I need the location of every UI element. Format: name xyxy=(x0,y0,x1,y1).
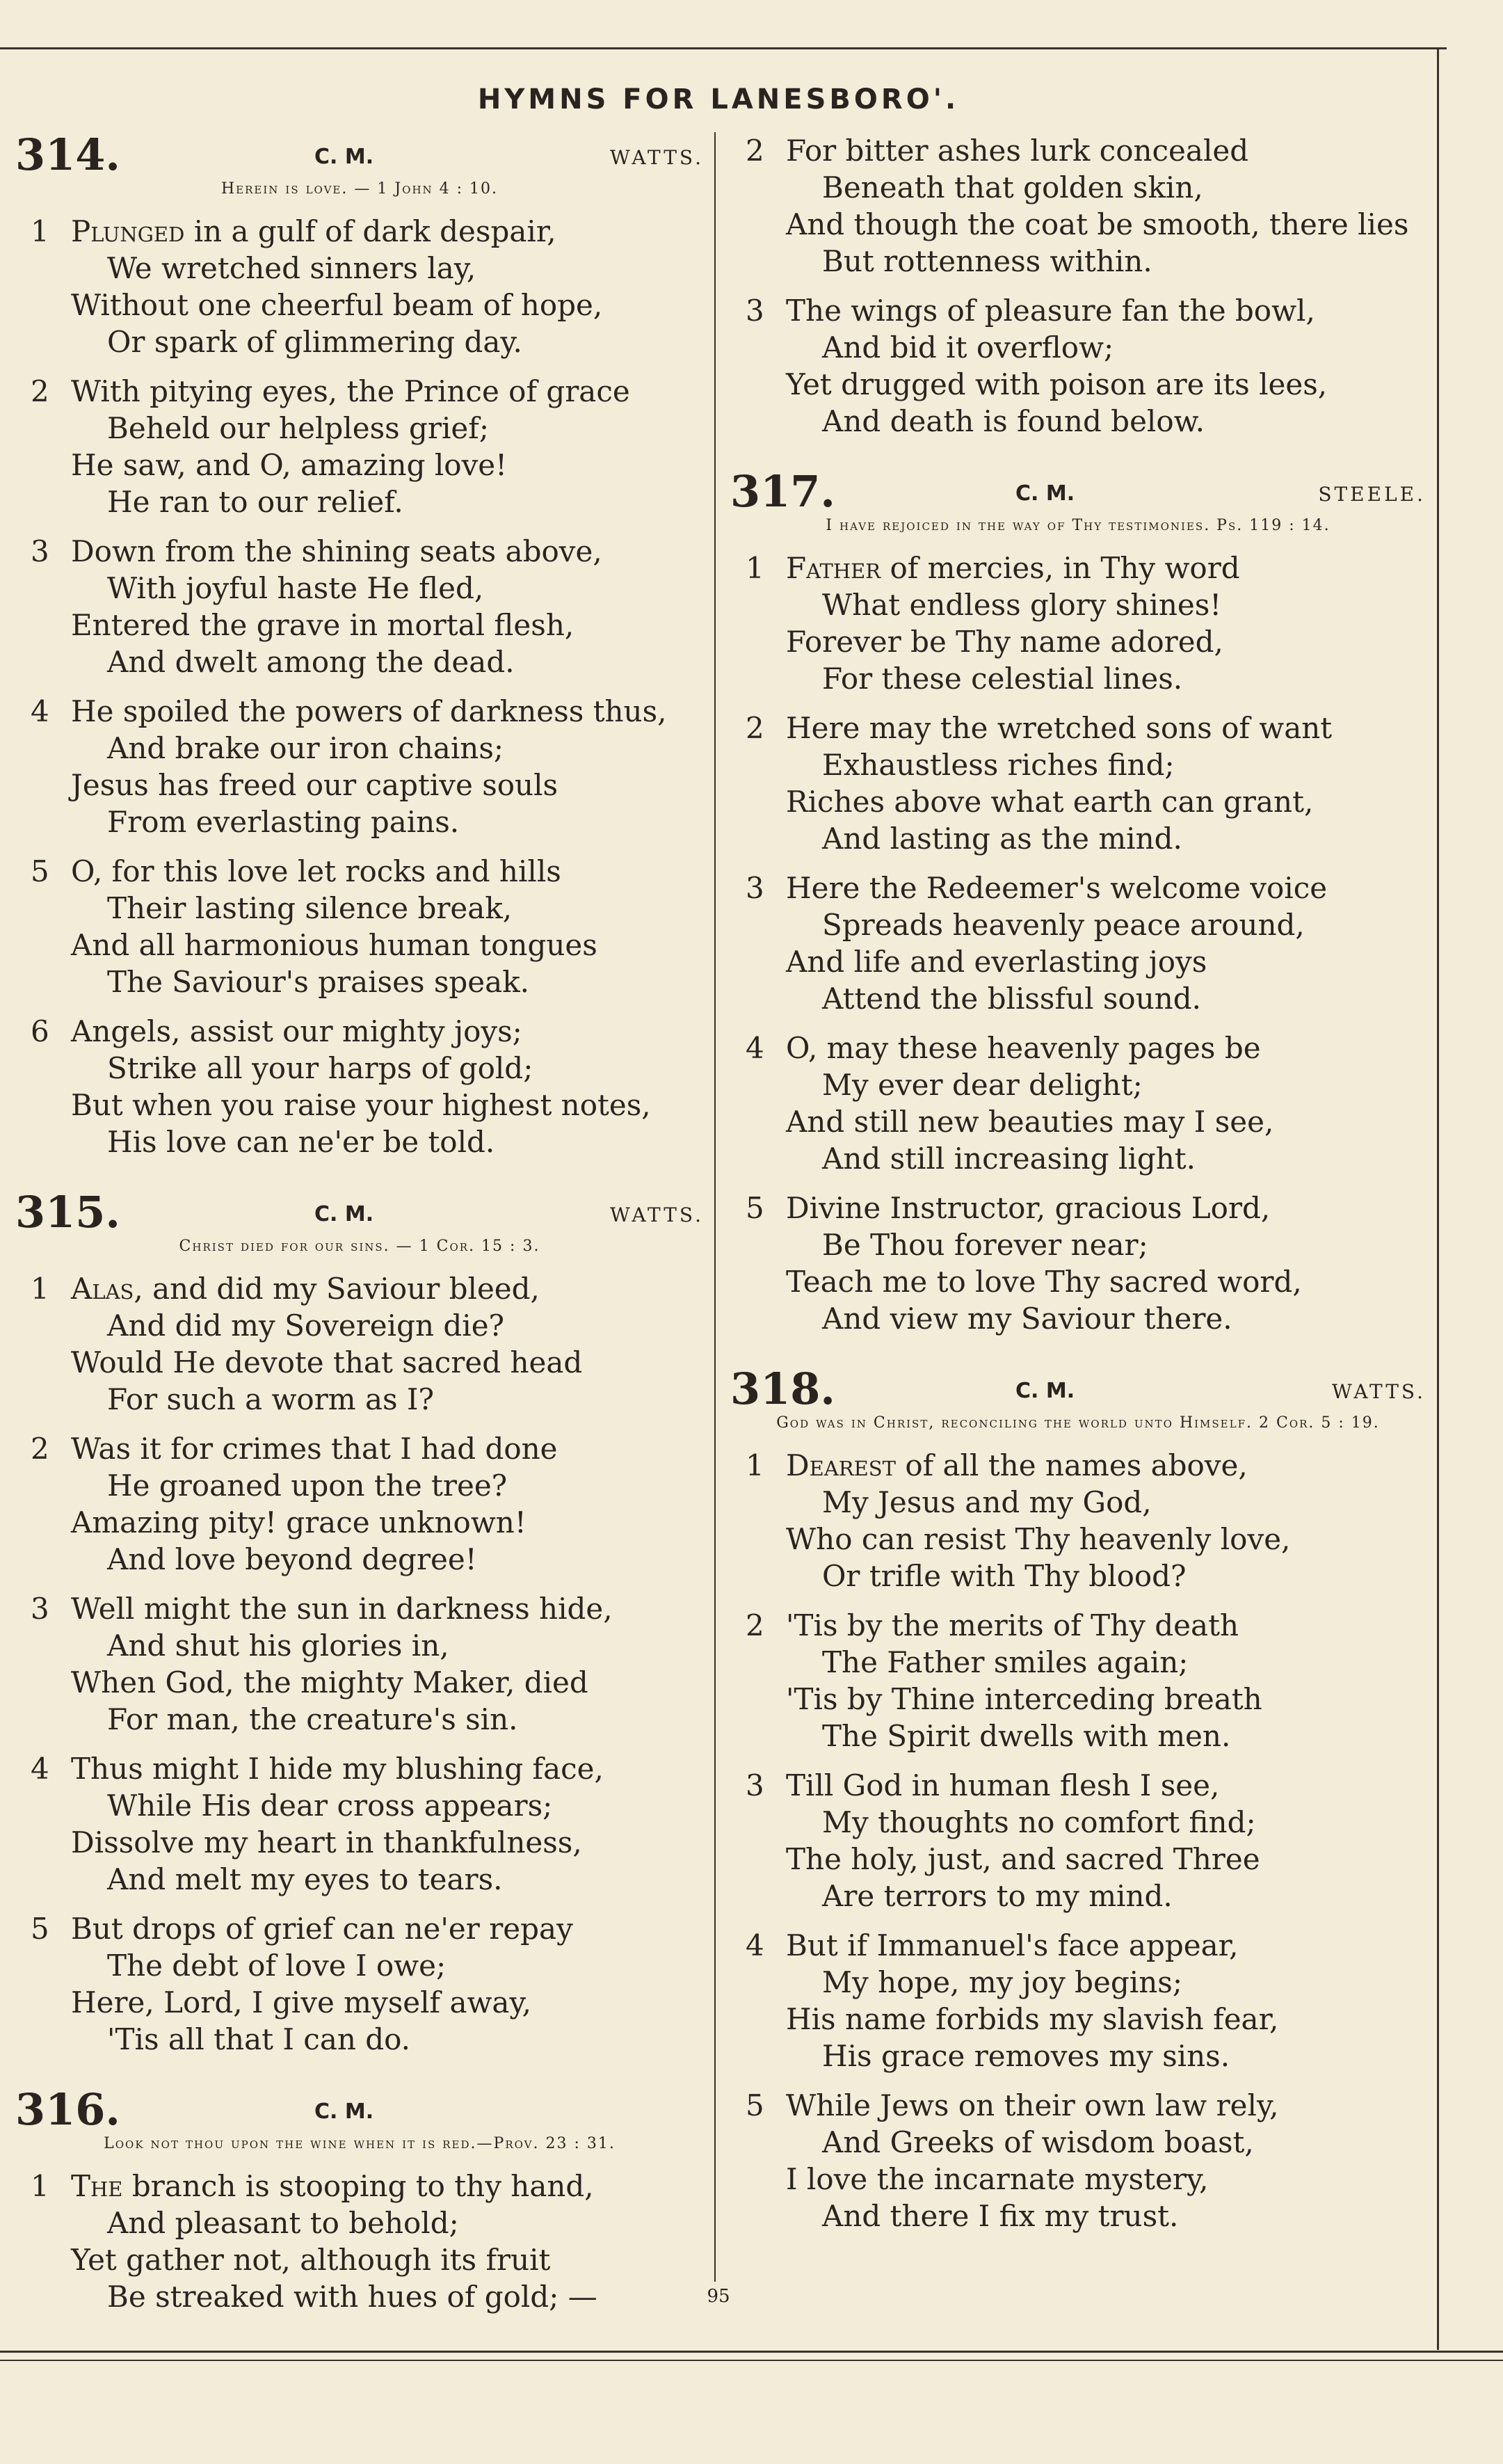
stanza xyxy=(15,1270,704,1418)
verse-line: 5 But drops of grief can ne'er repay xyxy=(31,1912,573,1946)
stanza xyxy=(15,693,704,840)
hymn-author: STEELE. xyxy=(1318,483,1426,506)
verse-line: The holy, just, and sacred Three xyxy=(786,1842,1260,1876)
stanza-number: 3 xyxy=(31,1592,49,1626)
stanza xyxy=(730,1607,1426,1754)
verse-line: We wretched sinners lay, xyxy=(107,251,476,285)
stanza xyxy=(730,710,1426,857)
stanza-number: 3 xyxy=(746,871,764,905)
verse-line: Would He devote that sacred head xyxy=(71,1345,583,1379)
hymn xyxy=(15,2084,704,2315)
hymn-meter: C. M. xyxy=(314,1202,374,1226)
verse-line: 5 Divine Instructor, gracious Lord, xyxy=(746,1191,1271,1225)
scripture-text: Herein is love. — 1 John 4 : 10. xyxy=(220,180,499,198)
page-number: 95 xyxy=(707,2286,730,2307)
verse-line: And lasting as the mind. xyxy=(822,822,1182,856)
stanza xyxy=(730,292,1426,440)
stanza-number: 6 xyxy=(31,1014,49,1048)
verse-line: 1 Plunged in a gulf of dark despair, xyxy=(31,214,556,248)
verse-line: 1 The branch is stooping to thy hand, xyxy=(31,2169,594,2203)
verse-line: 6 Angels, assist our mighty joys; xyxy=(31,1014,522,1048)
hymn-meter: C. M. xyxy=(1015,1379,1075,1403)
stanza-number: 4 xyxy=(746,1031,764,1065)
verse-line: 3 The wings of pleasure fan the bowl, xyxy=(746,294,1315,328)
verse-line: And love beyond degree! xyxy=(107,1542,477,1576)
hymn-author: WATTS. xyxy=(1331,1380,1426,1403)
hymn xyxy=(730,466,1426,1337)
stanza-number: 4 xyxy=(746,1928,764,1962)
verse-line: Are terrors to my mind. xyxy=(822,1879,1173,1913)
running-head: HYMNS FOR LANESBORO'. xyxy=(477,83,960,115)
stanza xyxy=(15,1590,704,1738)
stanza xyxy=(15,533,704,680)
stanza xyxy=(730,1030,1426,1177)
stanza xyxy=(15,1750,704,1898)
stanza-number: 3 xyxy=(746,1768,764,1802)
first-word: The xyxy=(71,2169,123,2203)
hymn-number: 317. xyxy=(730,466,836,517)
stanza-number: 5 xyxy=(746,1191,764,1225)
frame-bottom-rule xyxy=(0,2351,1503,2353)
verse-line: Their lasting silence break, xyxy=(107,891,513,925)
hymn-number: 314. xyxy=(15,129,121,180)
first-word: Dearest xyxy=(786,1448,896,1482)
hymn-header xyxy=(15,129,704,180)
stanza-number: 2 xyxy=(746,711,764,745)
scripture-text: Look not thou upon the wine when it is red.—Prov. 23 : 31. xyxy=(104,2135,616,2152)
verse-line: And still new beauties may I see, xyxy=(786,1105,1274,1139)
verse-line: He groaned upon the tree? xyxy=(107,1469,508,1503)
verse-line: 'Tis all that I can do. xyxy=(107,2022,411,2056)
verse-line: For such a worm as I? xyxy=(107,1382,435,1416)
right-column xyxy=(730,132,1426,2264)
hymn xyxy=(730,132,1426,440)
stanza-number: 1 xyxy=(31,214,49,248)
verse-line: Amazing pity! grace unknown! xyxy=(71,1505,527,1539)
hymn-header xyxy=(730,466,1426,517)
verse-line: 2 With pitying eyes, the Prince of grace xyxy=(31,374,630,408)
verse-line: Dissolve my heart in thankfulness, xyxy=(71,1825,582,1859)
verse-line: From everlasting pains. xyxy=(107,805,460,839)
verse-line: The Father smiles again; xyxy=(822,1645,1189,1679)
verse-line: Or trifle with Thy blood? xyxy=(822,1559,1187,1593)
verse-line: For these celestial lines. xyxy=(822,662,1183,696)
verse-line: 2 Here may the wretched sons of want xyxy=(746,711,1333,745)
stanza xyxy=(15,853,704,1000)
verse-line: 3 Down from the shining seats above, xyxy=(31,534,602,568)
verse-line: My ever dear delight; xyxy=(822,1068,1143,1102)
verse-line: His name forbids my slavish fear, xyxy=(786,2002,1279,2036)
column-divider xyxy=(714,132,716,2282)
verse-line: 5 O, for this love let rocks and hills xyxy=(31,854,561,888)
verse-line: And brake our iron chains; xyxy=(107,731,504,765)
frame-bottom-rule-inner xyxy=(0,2360,1503,2361)
verse-line: Beneath that golden skin, xyxy=(822,170,1203,205)
verse-line: Without one cheerful beam of hope, xyxy=(71,288,603,322)
verse-line: My hope, my joy begins; xyxy=(822,1965,1182,1999)
verse-line: Who can resist Thy heavenly love, xyxy=(786,1522,1291,1556)
verse-line: 4 O, may these heavenly pages be xyxy=(746,1031,1261,1065)
verse-line: And did my Sovereign die? xyxy=(107,1309,505,1343)
verse-line: He saw, and O, amazing love! xyxy=(71,448,508,482)
verse-line: Or spark of glimmering day. xyxy=(107,325,522,359)
verse-line: And view my Saviour there. xyxy=(822,1302,1232,1336)
stanza-number: 3 xyxy=(31,534,49,568)
verse-line: Riches above what earth can grant, xyxy=(786,785,1314,819)
verse-line: And there I fix my trust. xyxy=(822,2199,1179,2233)
verse-line: Exhaustless riches find; xyxy=(822,748,1175,782)
stanza xyxy=(730,1927,1426,2074)
verse-line: Beheld our helpless grief; xyxy=(107,411,489,445)
verse-line: What endless glory shines! xyxy=(822,588,1222,622)
verse-line: 4 But if Immanuel's face appear, xyxy=(746,1928,1239,1962)
hymn-author: WATTS. xyxy=(609,146,704,169)
stanza xyxy=(15,1013,704,1160)
verse-line: Jesus has freed our captive souls xyxy=(71,768,558,802)
stanza xyxy=(730,2087,1426,2234)
verse-line: 4 He spoiled the powers of darkness thus, xyxy=(31,694,667,728)
hymn-header xyxy=(730,1363,1426,1414)
hymn-meter: C. M. xyxy=(314,145,374,169)
verse-line: Here, Lord, I give myself away, xyxy=(71,1985,531,2019)
verse-line: And still increasing light. xyxy=(822,1142,1196,1176)
verse-line: 4 Thus might I hide my blushing face, xyxy=(31,1752,604,1786)
verse-line: Be Thou forever near; xyxy=(822,1228,1148,1262)
verse-line: With joyful haste He fled, xyxy=(107,571,484,605)
verse-line: And bid it overflow; xyxy=(822,330,1114,365)
verse-line: Yet gather not, although its fruit xyxy=(71,2243,551,2277)
verse-line: And all harmonious human tongues xyxy=(71,928,597,962)
stanza-number: 1 xyxy=(746,1448,764,1482)
verse-line: 3 Till God in human flesh I see, xyxy=(746,1768,1220,1802)
verse-line: My Jesus and my God, xyxy=(822,1485,1152,1519)
scripture-text: God was in Christ, reconciling the world unto Himself. 2 Cor. 5 : 19. xyxy=(776,1414,1380,1432)
verse-line: And death is found below. xyxy=(822,404,1205,438)
hymn-number: 316. xyxy=(15,2084,121,2135)
verse-line: 1 Father of mercies, in Thy word xyxy=(746,551,1240,585)
stanza-number: 2 xyxy=(746,1608,764,1642)
verse-line: For man, the creature's sin. xyxy=(107,1702,518,1736)
verse-line: 1 Alas, and did my Saviour bleed, xyxy=(31,1272,540,1306)
frame-right-rule xyxy=(1437,47,1439,2350)
verse-line: The Spirit dwells with men. xyxy=(822,1719,1231,1753)
verse-line: Spreads heavenly peace around, xyxy=(822,908,1305,942)
verse-line: And pleasant to behold; xyxy=(107,2206,459,2240)
stanza xyxy=(730,550,1426,697)
verse-line: The Saviour's praises speak. xyxy=(107,965,529,999)
verse-line: Attend the blissful sound. xyxy=(822,982,1202,1016)
first-word: Plunged xyxy=(71,214,185,248)
hymn xyxy=(15,1187,704,2058)
stanza-number: 5 xyxy=(31,854,49,888)
verse-line: And though the coat be smooth, there lies xyxy=(786,207,1409,241)
scripture-text: I have rejoiced in the way of Thy testimonies. Ps. 119 : 14. xyxy=(826,517,1331,534)
stanza-number: 1 xyxy=(746,551,764,585)
hymn-author: WATTS. xyxy=(609,1203,704,1226)
stanza xyxy=(730,1447,1426,1594)
verse-line: I love the incarnate mystery, xyxy=(786,2162,1209,2196)
verse-line: And life and everlasting joys xyxy=(786,945,1207,979)
verse-line: And melt my eyes to tears. xyxy=(107,1862,503,1896)
stanza xyxy=(15,213,704,360)
hymn-number: 318. xyxy=(730,1363,836,1414)
verse-line: 3 Here the Redeemer's welcome voice xyxy=(746,871,1328,905)
stanza-number: 4 xyxy=(31,1752,49,1786)
stanza-number: 5 xyxy=(746,2088,764,2122)
hymn-header xyxy=(15,2084,704,2135)
stanza-number: 3 xyxy=(746,294,764,328)
stanza-number: 2 xyxy=(746,134,764,168)
stanza xyxy=(730,132,1426,280)
verse-line: Be streaked with hues of gold; — xyxy=(107,2280,597,2314)
stanza-number: 5 xyxy=(31,1912,49,1946)
verse-line: Forever be Thy name adored, xyxy=(786,625,1223,659)
stanza xyxy=(730,870,1426,1017)
scripture-text: Christ died for our sins. — 1 Cor. 15 : 3. xyxy=(179,1238,540,1255)
hymn-meter: C. M. xyxy=(314,2099,374,2124)
stanza-number: 4 xyxy=(31,694,49,728)
verse-line: 2 'Tis by the merits of Thy death xyxy=(746,1608,1239,1642)
first-word: Father xyxy=(786,551,881,585)
hymn xyxy=(15,129,704,1160)
stanza xyxy=(730,1190,1426,1337)
verse-line: 5 While Jews on their own law rely, xyxy=(746,2088,1279,2122)
verse-line: 2 For bitter ashes lurk concealed xyxy=(746,134,1249,168)
verse-line: Strike all your harps of gold; xyxy=(107,1051,533,1085)
verse-line: The debt of love I owe; xyxy=(107,1949,447,1983)
stanza xyxy=(15,373,704,520)
left-column xyxy=(15,129,704,2344)
stanza-number: 1 xyxy=(31,1272,49,1306)
verse-line: But when you raise your highest notes, xyxy=(71,1088,651,1122)
verse-line: And shut his glories in, xyxy=(107,1629,449,1663)
hymn-meter: C. M. xyxy=(1015,481,1075,506)
stanza xyxy=(15,1430,704,1578)
verse-line: He ran to our relief. xyxy=(107,485,403,519)
stanza-number: 2 xyxy=(31,1432,49,1466)
verse-line: And Greeks of wisdom boast, xyxy=(822,2125,1254,2159)
verse-line: 3 Well might the sun in darkness hide, xyxy=(31,1592,613,1626)
hymn xyxy=(730,1363,1426,2234)
verse-line: And dwelt among the dead. xyxy=(107,645,515,679)
verse-line: But rottenness within. xyxy=(822,244,1152,278)
stanza-number: 1 xyxy=(31,2169,49,2203)
verse-line: His grace removes my sins. xyxy=(822,2039,1230,2073)
verse-line: His love can ne'er be told. xyxy=(107,1125,495,1159)
verse-line: 'Tis by Thine interceding breath xyxy=(786,1682,1262,1716)
hymn-header xyxy=(15,1187,704,1238)
verse-line: My thoughts no comfort find; xyxy=(822,1805,1256,1839)
verse-line: While His dear cross appears; xyxy=(107,1789,553,1823)
first-word: Alas, xyxy=(71,1272,143,1306)
hymn-number: 315. xyxy=(15,1187,121,1238)
verse-line: Entered the grave in mortal flesh, xyxy=(71,608,574,642)
verse-line: When God, the mighty Maker, died xyxy=(71,1665,588,1699)
verse-line: Teach me to love Thy sacred word, xyxy=(786,1265,1302,1299)
stanza-number: 2 xyxy=(31,374,49,408)
stanza xyxy=(730,1767,1426,1914)
verse-line: Yet drugged with poison are its lees, xyxy=(786,367,1328,401)
frame-top-rule xyxy=(0,47,1447,49)
verse-line: 2 Was it for crimes that I had done xyxy=(31,1432,558,1466)
verse-line: 1 Dearest of all the names above, xyxy=(746,1448,1248,1482)
stanza xyxy=(15,1910,704,2058)
